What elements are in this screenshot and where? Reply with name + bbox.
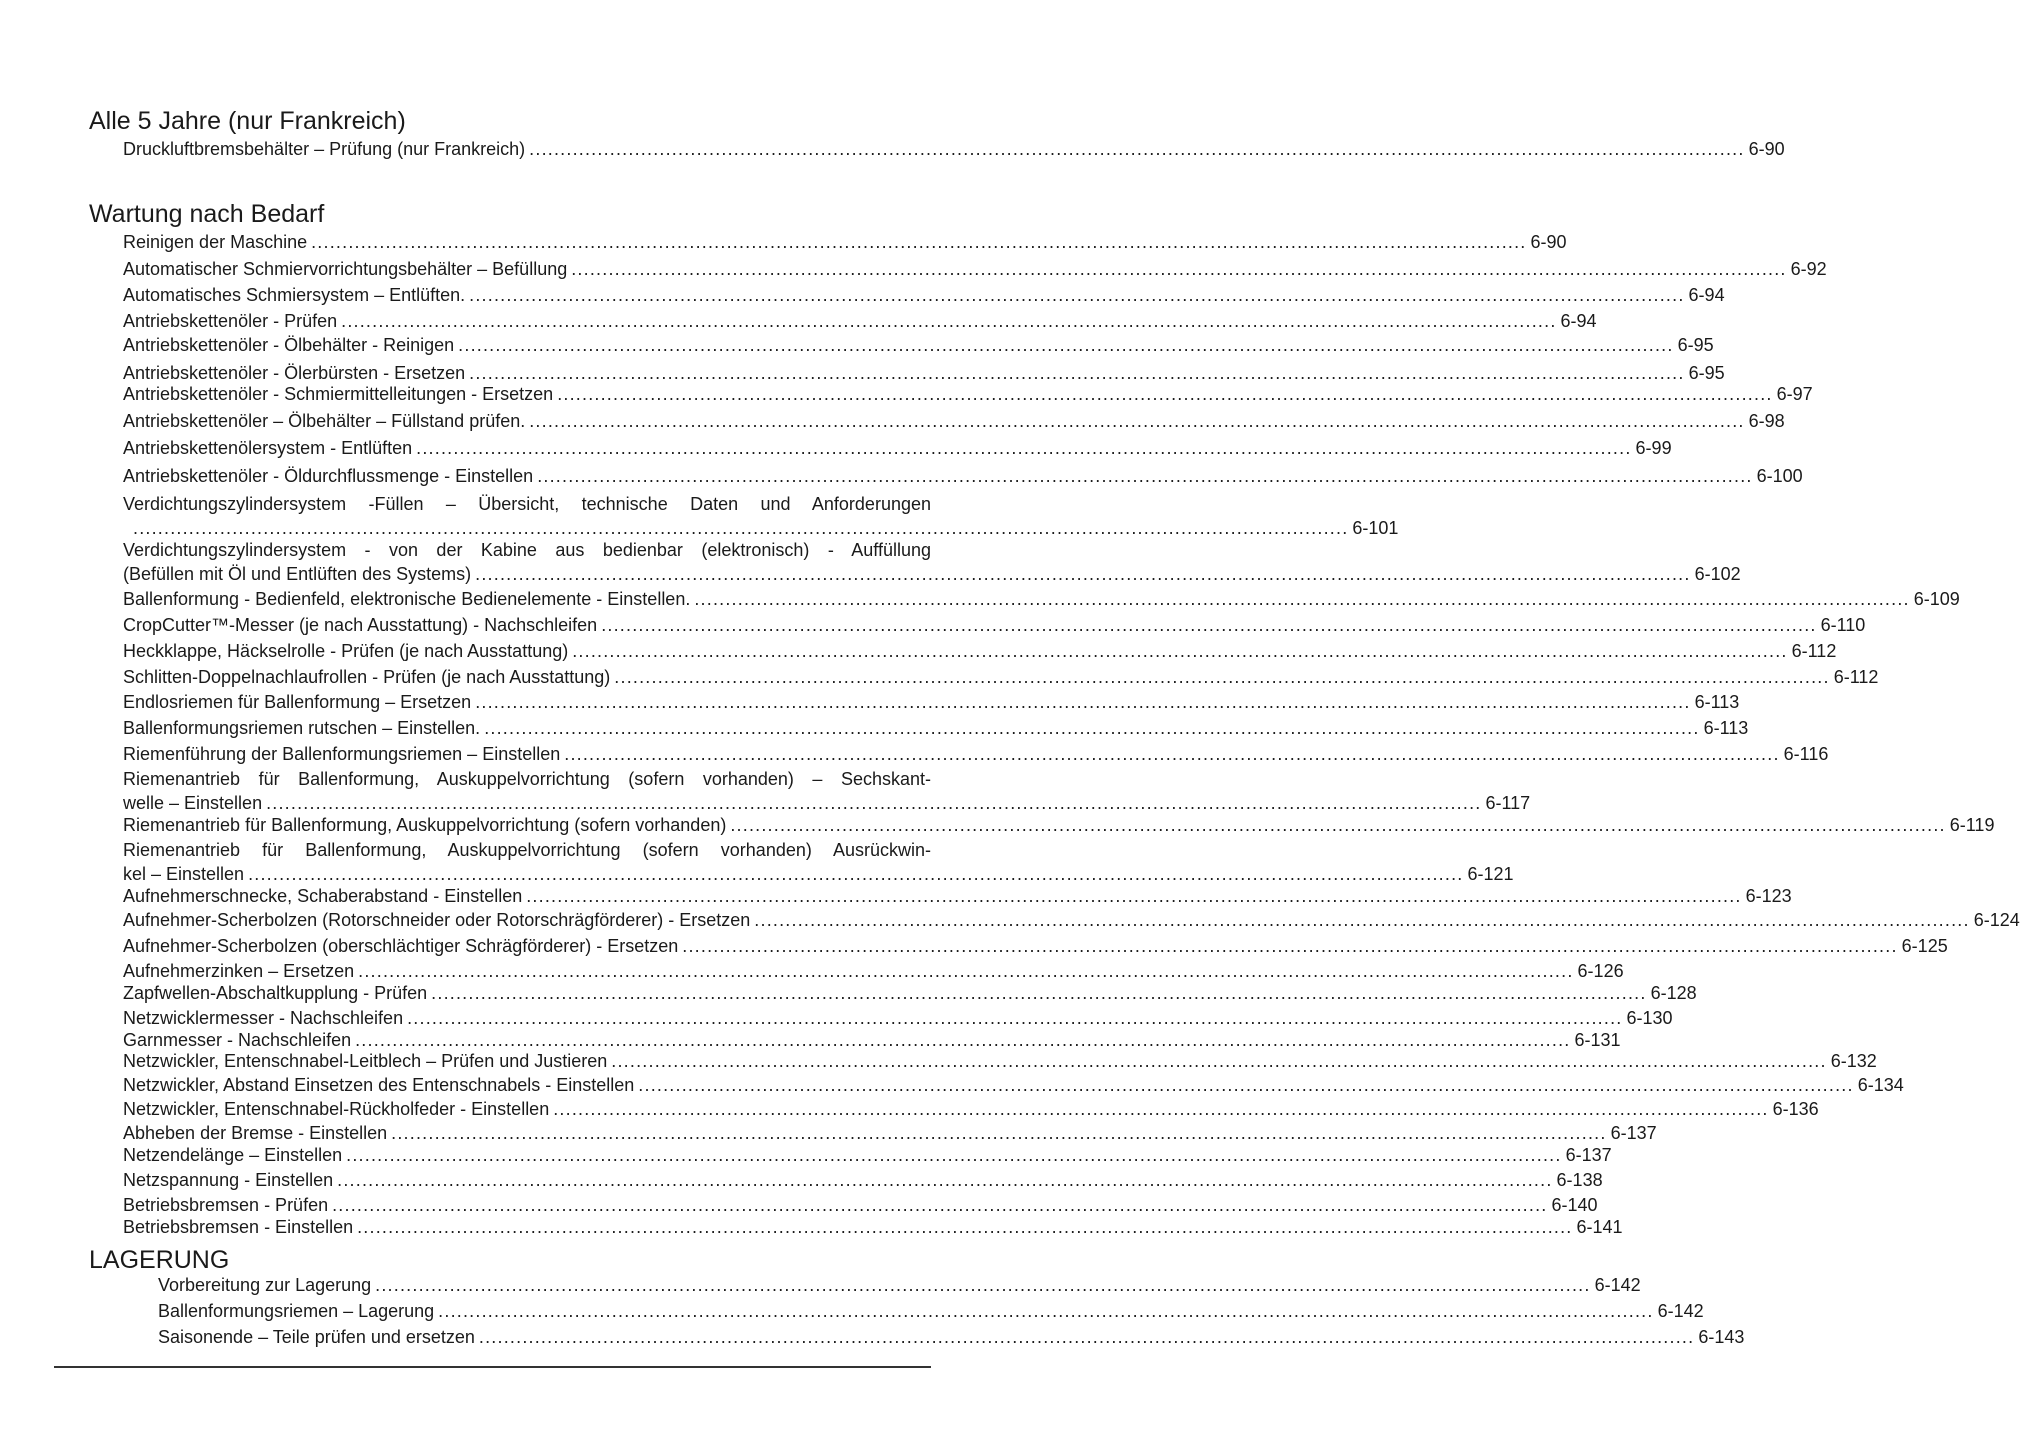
leader-dots: .................................................................................................................................................................................................... (475, 564, 1691, 584)
leader-dots: .................................................................................................................................................................................................... (529, 139, 1745, 159)
leader-dots: .................................................................................................................................................................................................... (248, 864, 1464, 884)
toc-entry[interactable]: Netzspannung - Einstellen .................................................................................................................................................................................................... 6-138 (123, 1170, 1603, 1190)
page-number: 6-109 (1913, 589, 1960, 609)
page-number: 6-136 (1772, 1099, 1819, 1119)
leader-dots: .................................................................................................................................................................................................... (266, 793, 1482, 813)
toc-entry[interactable]: Netzwickler, Abstand Einsetzen des Entenschnabels - Einstellen .................................................................................................................................................................................................... 6-134 (123, 1075, 1904, 1095)
toc-entry[interactable]: Automatisches Schmiersystem – Entlüften. .................................................................................................................................................................................................... 6-94 (123, 285, 1725, 305)
page-number: 6-95 (1677, 335, 1714, 355)
leader-dots: .................................................................................................................................................................................................... (358, 961, 1574, 981)
page-number: 6-101 (1352, 518, 1399, 538)
leader-dots: .................................................................................................................................................................................................... (601, 615, 1817, 635)
leader-dots: .................................................................................................................................................................................................... (638, 1075, 1854, 1095)
toc-entry[interactable]: Betriebsbremsen - Prüfen .................................................................................................................................................................................................... 6-140 (123, 1195, 1598, 1215)
toc-entry[interactable]: Schlitten-Doppelnachlaufrollen - Prüfen (je nach Ausstattung) .................................................................................................................................................................................................... 6-112 (123, 667, 1879, 687)
leader-dots: .................................................................................................................................................................................................... (133, 518, 1349, 538)
leader-dots: .................................................................................................................................................................................................... (391, 1123, 1607, 1143)
toc-entry[interactable]: Zapfwellen-Abschaltkupplung - Prüfen .................................................................................................................................................................................................... 6-128 (123, 983, 1697, 1003)
leader-dots: .................................................................................................................................................................................................... (484, 718, 1700, 738)
toc-entry[interactable]: Riemenantrieb für Ballenformung, Auskuppelvorrichtung (sofern vorhanden) Ausrückwin- kel – Einstellen .................................................................................................................................................................................................... 6-121 (123, 840, 1514, 884)
toc-entry[interactable]: Riemenantrieb für Ballenformung, Auskuppelvorrichtung (sofern vorhanden) – Sechskant- welle – Einstellen .................................................................................................................................................................................................... 6-117 (123, 769, 1531, 813)
toc-entry[interactable]: Ballenformungsriemen – Lagerung .................................................................................................................................................................................................... 6-142 (158, 1301, 1704, 1321)
leader-dots: .................................................................................................................................................................................................... (469, 285, 1685, 305)
leader-dots: .................................................................................................................................................................................................... (754, 910, 1970, 930)
leader-dots: .................................................................................................................................................................................................... (614, 667, 1830, 687)
toc-entry[interactable]: Verdichtungszylindersystem - von der Kabine aus bedienbar (elektronisch) - Auffüllung (Befüllen mit Öl und Entlüften des Systems) .................................................................................................................................................................................................... 6-102 (123, 540, 1741, 584)
toc-entry[interactable]: Aufnehmer-Scherbolzen (oberschlächtiger Schrägförderer) - Ersetzen .................................................................................................................................................................................................... 6-125 (123, 936, 1948, 956)
page-number: 6-141 (1576, 1217, 1623, 1237)
toc-entry[interactable]: Antriebskettenöler - Schmiermittelleitungen - Ersetzen .................................................................................................................................................................................................... 6-97 (123, 384, 1813, 404)
page-number: 6-138 (1556, 1170, 1603, 1190)
section-heading-storage: LAGERUNG (89, 1246, 230, 1274)
toc-entry[interactable]: Endlosriemen für Ballenformung – Ersetzen .................................................................................................................................................................................................... 6-113 (123, 692, 1740, 712)
page-number: 6-142 (1657, 1301, 1704, 1321)
leader-dots: .................................................................................................................................................................................................... (564, 744, 1780, 764)
page-number: 6-98 (1748, 411, 1785, 431)
leader-dots: .................................................................................................................................................................................................... (431, 983, 1647, 1003)
page-number: 6-140 (1551, 1195, 1598, 1215)
leader-dots: .................................................................................................................................................................................................... (341, 311, 1557, 331)
toc-entry[interactable]: Netzwickler, Entenschnabel-Leitblech – Prüfen und Justieren .................................................................................................................................................................................................... 6-132 (123, 1051, 1877, 1071)
page-number: 6-128 (1650, 983, 1697, 1003)
page-number: 6-142 (1594, 1275, 1641, 1295)
leader-dots: .................................................................................................................................................................................................... (458, 335, 1674, 355)
leader-dots: .................................................................................................................................................................................................... (375, 1275, 1591, 1295)
toc-entry[interactable]: Verdichtungszylindersystem -Füllen – Übersicht, technische Daten und Anforderungen .................................................................................................................................................................................................... 6-101 (123, 494, 1399, 538)
page-number: 6-100 (1756, 466, 1803, 486)
toc-entry[interactable]: Automatischer Schmiervorrichtungsbehälter – Befüllung .................................................................................................................................................................................................... 6-92 (123, 259, 1827, 279)
leader-dots: .................................................................................................................................................................................................... (571, 259, 1787, 279)
leader-dots: .................................................................................................................................................................................................... (337, 1170, 1553, 1190)
leader-dots: .................................................................................................................................................................................................... (438, 1301, 1654, 1321)
toc-entry[interactable]: Antriebskettenölersystem - Entlüften .................................................................................................................................................................................................... 6-99 (123, 438, 1672, 458)
toc-entry[interactable]: Druckluftbremsbehälter – Prüfung (nur Frankreich) .................................................................................................................................................................................................... 6-90 (123, 139, 1785, 159)
toc-entry[interactable]: Antriebskettenöler - Ölerbürsten - Ersetzen .................................................................................................................................................................................................... 6-95 (123, 363, 1725, 383)
leader-dots: .................................................................................................................................................................................................... (357, 1217, 1573, 1237)
page-number: 6-97 (1776, 384, 1813, 404)
page-number: 6-123 (1745, 886, 1792, 906)
leader-dots: .................................................................................................................................................................................................... (730, 815, 1946, 835)
leader-dots: .................................................................................................................................................................................................... (682, 936, 1898, 956)
toc-entry[interactable]: Aufnehmerzinken – Ersetzen .................................................................................................................................................................................................... 6-126 (123, 961, 1624, 981)
toc-entry[interactable]: Netzendelänge – Einstellen .................................................................................................................................................................................................... 6-137 (123, 1145, 1612, 1165)
leader-dots: .................................................................................................................................................................................................... (526, 886, 1742, 906)
section-heading-5-years: Alle 5 Jahre (nur Frankreich) (89, 107, 406, 135)
leader-dots: .................................................................................................................................................................................................... (537, 466, 1753, 486)
page-number: 6-130 (1626, 1008, 1673, 1028)
page-number: 6-137 (1610, 1123, 1657, 1143)
page-number: 6-119 (1949, 815, 1995, 835)
leader-dots: .................................................................................................................................................................................................... (469, 363, 1685, 383)
leader-dots: .................................................................................................................................................................................................... (407, 1008, 1623, 1028)
toc-entry[interactable]: Heckklappe, Häckselrolle - Prüfen (je nach Ausstattung) .................................................................................................................................................................................................... 6-112 (123, 641, 1837, 661)
toc-entry[interactable]: Aufnehmer-Scherbolzen (Rotorschneider oder Rotorschrägförderer) - Ersetzen .................................................................................................................................................................................................... 6-124 (123, 910, 2020, 930)
toc-entry[interactable]: CropCutter™-Messer (je nach Ausstattung) - Nachschleifen .................................................................................................................................................................................................... 6-110 (123, 615, 1866, 635)
page-number: 6-134 (1857, 1075, 1904, 1095)
page-number: 6-126 (1577, 961, 1624, 981)
page-number: 6-131 (1574, 1030, 1621, 1050)
page-number: 6-121 (1467, 864, 1514, 884)
leader-dots: .................................................................................................................................................................................................... (475, 692, 1691, 712)
page-number: 6-110 (1820, 615, 1866, 635)
page-number: 6-94 (1560, 311, 1597, 331)
toc-entry[interactable]: Ballenformungsriemen rutschen – Einstellen. .................................................................................................................................................................................................... 6-113 (123, 718, 1749, 738)
toc-entry[interactable]: Vorbereitung zur Lagerung .................................................................................................................................................................................................... 6-142 (158, 1275, 1641, 1295)
toc-entry[interactable]: Antriebskettenöler - Prüfen .................................................................................................................................................................................................... 6-94 (123, 311, 1597, 331)
page-number: 6-125 (1901, 936, 1948, 956)
leader-dots: .................................................................................................................................................................................................... (416, 438, 1632, 458)
page-number: 6-90 (1748, 139, 1785, 159)
toc-entry[interactable]: Saisonende – Teile prüfen und ersetzen .................................................................................................................................................................................................... 6-143 (158, 1327, 1745, 1347)
footer-rule (54, 1366, 931, 1368)
leader-dots: .................................................................................................................................................................................................... (572, 641, 1788, 661)
page-number: 6-113 (1703, 718, 1749, 738)
toc-entry[interactable]: Betriebsbremsen - Einstellen .................................................................................................................................................................................................... 6-141 (123, 1217, 1623, 1237)
section-heading-maintenance-as-needed: Wartung nach Bedarf (89, 200, 325, 228)
leader-dots: .................................................................................................................................................................................................... (355, 1030, 1571, 1050)
toc-entry[interactable]: Netzwickler, Entenschnabel-Rückholfeder - Einstellen .................................................................................................................................................................................................... 6-136 (123, 1099, 1819, 1119)
leader-dots: .................................................................................................................................................................................................... (611, 1051, 1827, 1071)
toc-entry[interactable]: Riemenantrieb für Ballenformung, Auskuppelvorrichtung (sofern vorhanden) .................................................................................................................................................................................................... 6-119 (123, 815, 1995, 835)
toc-entry[interactable]: Netzwicklermesser - Nachschleifen .................................................................................................................................................................................................... 6-130 (123, 1008, 1673, 1028)
page-number: 6-95 (1688, 363, 1725, 383)
leader-dots: .................................................................................................................................................................................................... (557, 384, 1773, 404)
page-number: 6-99 (1635, 438, 1672, 458)
toc-entry[interactable]: Riemenführung der Ballenformungsriemen – Einstellen .................................................................................................................................................................................................... 6-116 (123, 744, 1829, 764)
toc-entry[interactable]: Antriebskettenöler – Ölbehälter – Füllstand prüfen. .................................................................................................................................................................................................... 6-98 (123, 411, 1785, 431)
toc-entry[interactable]: Reinigen der Maschine .................................................................................................................................................................................................... 6-90 (123, 232, 1567, 252)
page-number: 6-132 (1830, 1051, 1877, 1071)
page-number: 6-90 (1530, 232, 1567, 252)
leader-dots: .................................................................................................................................................................................................... (694, 589, 1910, 609)
page-number: 6-113 (1694, 692, 1740, 712)
toc-entry[interactable]: Garnmesser - Nachschleifen .................................................................................................................................................................................................... 6-131 (123, 1030, 1621, 1050)
page-number: 6-117 (1485, 793, 1531, 813)
toc-entry[interactable]: Antriebskettenöler - Öldurchflussmenge - Einstellen .................................................................................................................................................................................................... 6-100 (123, 466, 1803, 486)
page-number: 6-143 (1698, 1327, 1745, 1347)
leader-dots: .................................................................................................................................................................................................... (478, 1327, 1695, 1347)
toc-entry[interactable]: Ballenformung - Bedienfeld, elektronische Bedienelemente - Einstellen. .................................................................................................................................................................................................... 6-109 (123, 589, 1960, 609)
leader-dots: .................................................................................................................................................................................................... (311, 232, 1527, 252)
page-number: 6-94 (1688, 285, 1725, 305)
page-number: 6-124 (1973, 910, 2020, 930)
leader-dots: .................................................................................................................................................................................................... (529, 411, 1745, 431)
page-number: 6-92 (1790, 259, 1827, 279)
page-number: 6-112 (1791, 641, 1837, 661)
leader-dots: .................................................................................................................................................................................................... (332, 1195, 1548, 1215)
page-number: 6-102 (1694, 564, 1741, 584)
page-number: 6-137 (1565, 1145, 1612, 1165)
page-number: 6-116 (1783, 744, 1829, 764)
page-number: 6-112 (1833, 667, 1879, 687)
toc-entry[interactable]: Antriebskettenöler - Ölbehälter - Reinigen .................................................................................................................................................................................................... 6-95 (123, 335, 1714, 355)
toc-entry[interactable]: Abheben der Bremse - Einstellen .................................................................................................................................................................................................... 6-137 (123, 1123, 1657, 1143)
leader-dots: .................................................................................................................................................................................................... (346, 1145, 1562, 1165)
leader-dots: .................................................................................................................................................................................................... (553, 1099, 1769, 1119)
toc-entry[interactable]: Aufnehmerschnecke, Schaberabstand - Einstellen .................................................................................................................................................................................................... 6-123 (123, 886, 1792, 906)
